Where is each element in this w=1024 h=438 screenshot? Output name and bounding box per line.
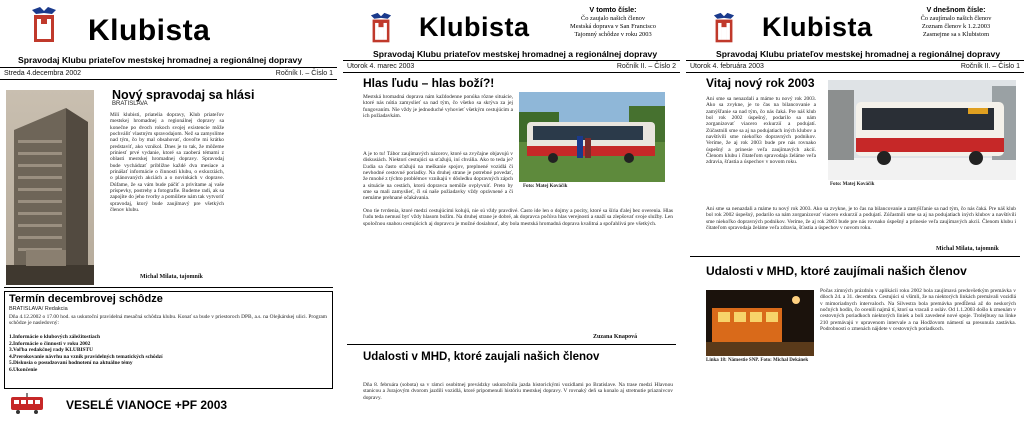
notice-body: Dňa 4.12.2002 o 17.00 hod. sa uskutoční pravidelná mesačná schôdza klubu. Konať sa bude v priestoroch DPB, a.s. na Olejkárskej ulici. Program schôdze je nasledovný: — [9, 314, 327, 327]
table-of-contents — [896, 6, 1016, 39]
toc-title: V dnešnom čísle: — [926, 5, 986, 14]
divider — [690, 256, 1020, 257]
article-byline: Michal Milata, tajomník — [140, 274, 203, 280]
tram-icon — [10, 393, 44, 415]
photo-caption: Foto: Matej Kováčik — [523, 184, 568, 189]
crest-icon — [369, 12, 393, 44]
article-headline: Vitaj nový rok 2003 — [706, 76, 815, 90]
bus-photo — [828, 80, 1016, 180]
article-headline: Nový spravodaj sa hlási — [112, 88, 255, 102]
agenda-item: 3.Voľba redakčnej rady KLUBISTU — [9, 347, 93, 354]
newsletter-title: Klubista — [762, 12, 873, 42]
issue-number: Ročník I. – Číslo 1 — [275, 70, 333, 77]
newsletter-subtitle: Spravodaj Klubu priateľov mestskej hromadnej a regionálnej dopravy — [18, 55, 303, 65]
divider — [4, 287, 333, 288]
agenda-item: 6.Ukončenie — [9, 366, 38, 373]
toc-item: Mestská doprava v San Francisco — [570, 23, 656, 30]
issue-number: Ročník II. – Číslo 2 — [616, 63, 676, 70]
article-body: Mestská hromadná doprava nám každodenne ponúka rôzne situácie, ktoré nás nútia zamyslieť sa nad tým, čo všetko sa skrýva za jej fungovaním. Nie vždy je jednoduché vyhovieť všetkým cestujúcim a ich požiadavkám. — [363, 94, 513, 120]
issue-info-bar — [343, 60, 680, 73]
tram-night-photo — [706, 290, 814, 356]
tower-block-photo — [6, 90, 94, 285]
article-headline: Hlas ľudu – hlas boží?! — [363, 76, 495, 90]
issue-date: Utorok 4. februára 2003 — [690, 63, 764, 70]
meeting-notice-box — [4, 291, 333, 389]
photo-caption: Foto: Matej Kováčik — [830, 182, 875, 187]
crest-icon — [712, 12, 736, 44]
newsletter-title: Klubista — [419, 12, 530, 42]
bus-stop-photo — [519, 92, 665, 182]
article-body: Počas zimných prázdnin v aplikácii roku 2002 bola zaujímavá predovšetkým premávka v dňoch 24. a 31. decembra. Cestujúci si všimli, že na niektorých linkách premávali vozidlá v mimoriadnych intervaloch. Na Silvestra bola premávka predĺžená až do neskorých nočných hodín, čo ocenili najmä tí, ktorí sa vracali z osláv. Od 1.1.2003 došlo k zmenám v cestovných poriadkoch niektorých liniek a boli zavedené nové spoje. Trolejbusy na linke 210 premávajú v upravenom intervale a na Hodžovom námestí sa presunula zastávka. Podrobnosti o zmenách nájdete v cestovných poriadkoch. — [820, 288, 1016, 333]
newsletter-page-3 — [686, 0, 1024, 438]
greeting-text: VESELÉ VIANOCE +PF 2003 — [66, 398, 228, 412]
issue-number: Ročník II. – Číslo 1 — [960, 63, 1020, 70]
issue-date: Utorok 4. marec 2003 — [347, 63, 415, 70]
article-byline: Zuzana Knapová — [593, 334, 638, 340]
newsletter-subtitle: Spravodaj Klubu priateľov mestskej hromadnej a regionálnej dopravy — [716, 49, 1001, 59]
issue-date: Streda 4.decembra 2002 — [4, 70, 82, 77]
article-byline: Michal Milata, tajomník — [936, 246, 999, 252]
issue-info-bar — [686, 60, 1024, 73]
notice-headline: Termín decembrovej schôdze — [9, 293, 163, 305]
toc-item: Zoznam členov k 1.2.2003 — [921, 23, 991, 30]
agenda-item: 1.Informácie o klubových záležitostiach — [9, 334, 101, 340]
toc-item: Čo zaujímalo našich členov — [920, 15, 992, 22]
article-body: Ani sme sa nenazdali a máme tu nový rok 2003. Ako sa zvykne, je to čas na bilancovanie a zamýšľanie sa nad tým, čo nás čaká. Pre náš klub bol rok 2002 úspešný, podarilo sa nám zorganizovať viacero exkurzií a podujatí. Zúčastnili sme sa aj na podujatiach iných klubov a navštívili sme niekoľko dopravných podnikov. Veríme, že aj rok 2003 bude pre nás rovnako úspešný a prinesie veľa zaujímavých akcií. Členom klubu i čitateľom spravodaja želáme veľa zdravia, šťastia a úspechov v novom roku. — [706, 206, 1016, 232]
toc-item: Tajomný schôdze v roku 2003 — [574, 31, 652, 38]
newsletter-page-1 — [0, 0, 337, 438]
article-dek: BRATISLAVA — [112, 101, 148, 107]
toc-item: Zasmejme sa s Klubistom — [922, 31, 990, 38]
article-body: Dňa 8. februára (sobota) sa v rámci osobitnej prevádzky uskutočnila jazda historickými vozidlami po Bratislave. Na trase medzi Hlavnou stanicou a Jurajovým dvorom jazdili vozidlá, ktoré pripomenuli históriu mestskej dopravy. V rovnaký deň sa konalo aj stretnutie priaznivcov dopravy. — [363, 382, 673, 401]
crest-icon — [30, 6, 58, 44]
article-body: A je to tu! Tábor zaujímavých názorov, ktoré sa zvyčajne objavujú v diskusiách. Niektorí cestujúci sa sťažujú, iní chvália. Ako to teda je? Ľudia sa často sťažujú na meškanie spojov, preplnené vozidlá či nevhodné cestovné poriadky. Na druhej strane je potrebné povedať, že mnohé z týchto problémov vznikajú v dôsledku dopravných zápch a situácie na cestách, ktorú dopravca nemôže ovplyvniť. Preto by sme sa mali zamyslieť, či sú naše požiadavky vždy oprávnené a či nemáme prehnané očakávania. — [363, 151, 513, 202]
newsletter-page-2 — [343, 0, 680, 438]
agenda-item: 5.Diskusia o posudzovaní hodnotení na aktuálne témy — [9, 360, 133, 367]
divider — [347, 344, 676, 345]
agenda-item: 4.Prerokovanie návrhu na vznik pravidelných tematických schôdzí — [9, 353, 163, 360]
agenda-list — [9, 334, 163, 374]
agenda-item: 2.Informácie o činnosti v roku 2002 — [9, 340, 91, 347]
toc-title: V tomto čísle: — [589, 5, 637, 14]
article-headline: Udalosti v MHD, ktoré zaujali našich členov — [363, 351, 600, 363]
newsletter-title: Klubista — [88, 14, 211, 47]
article-headline: Udalosti v MHD, ktoré zaujímali našich členov — [706, 264, 967, 278]
notice-dek: BRATISLAVA/ Redakcia — [9, 306, 68, 312]
article-body: Ani sme sa nenazdali a máme tu nový rok 2003. Ako sa zvykne, je to čas na bilancovanie a zamýšľanie sa nad tým, čo nás čaká. Pre náš klub bol rok 2002 úspešný, podarilo sa nám zorganizovať viacero exkurzií a podujatí. Zúčastnili sme sa aj na podujatiach iných klubov a navštívili sme niekoľko dopravných podnikov. Veríme, že aj rok 2003 bude pre nás rovnako úspešný a prinesie veľa zaujímavých akcií. Členom klubu i čitateľom spravodaja želáme veľa zdravia, šťastia a úspechov v novom roku. — [706, 96, 816, 166]
table-of-contents — [553, 6, 673, 39]
issue-info-bar — [0, 67, 337, 80]
toc-item: Čo zaujalo našich členov — [580, 15, 646, 22]
article-body: Milí klubisti, priatelia dopravy, Klub priateľov mestskej hromadnej a regionálnej dopravy sa konečne po dvoch rokoch svojej existencie môže pochváliť vlastným spravodajom. Než sa zamyslíme nad tým, čo by mal obsahovať, dovoľte mi krátko predstaviť, ako vznikol. Dnes je to tak, že môžeme priniesť prvé vydanie, ktoré sa zaoberá témami z oblasti mestskej hromadnej dopravy. Spravodaj bude vychádzať približne každé dva mesiace a prinášať informácie o činnosti klubu, o exkurziách, o plánovaných akciách a o novinkách v doprave. Dúfame, že sa vám bude páčiť a privítame aj vaše príspevky, postrehy a fotografie. Budeme radi, ak sa zapojíte do jeho tvorby a pomôžete nám tak vytvoriť spravodaj, ktorý bude zaujímavý pre všetkých členov klubu. — [110, 112, 224, 214]
article-body: Ono tie tvrdenia, ktoré medzi cestujúcimi kolujú, nie sú vždy pravdivé. Často ide len o dojmy a pocity, ktoré sa šíria ďalej bez overenia. Hlas ľudu teda nemusí byť vždy hlasom božím. Na druhej strane je dobré, ak dopravca počúva hlas verejnosti a snaží sa zlepšovať svoje služby. Len spoločnou snahou cestujúcich aj dopravcu je možné dosiahnuť, aby bola mestská hromadná doprava kvalitná a spoľahlivá pre všetkých. — [363, 208, 673, 227]
newsletter-subtitle: Spravodaj Klubu priateľov mestskej hromadnej a regionálnej dopravy — [373, 49, 658, 59]
photo-caption: Linka 18: Námestie SNP. Foto: Michal Dekánek — [706, 358, 809, 363]
